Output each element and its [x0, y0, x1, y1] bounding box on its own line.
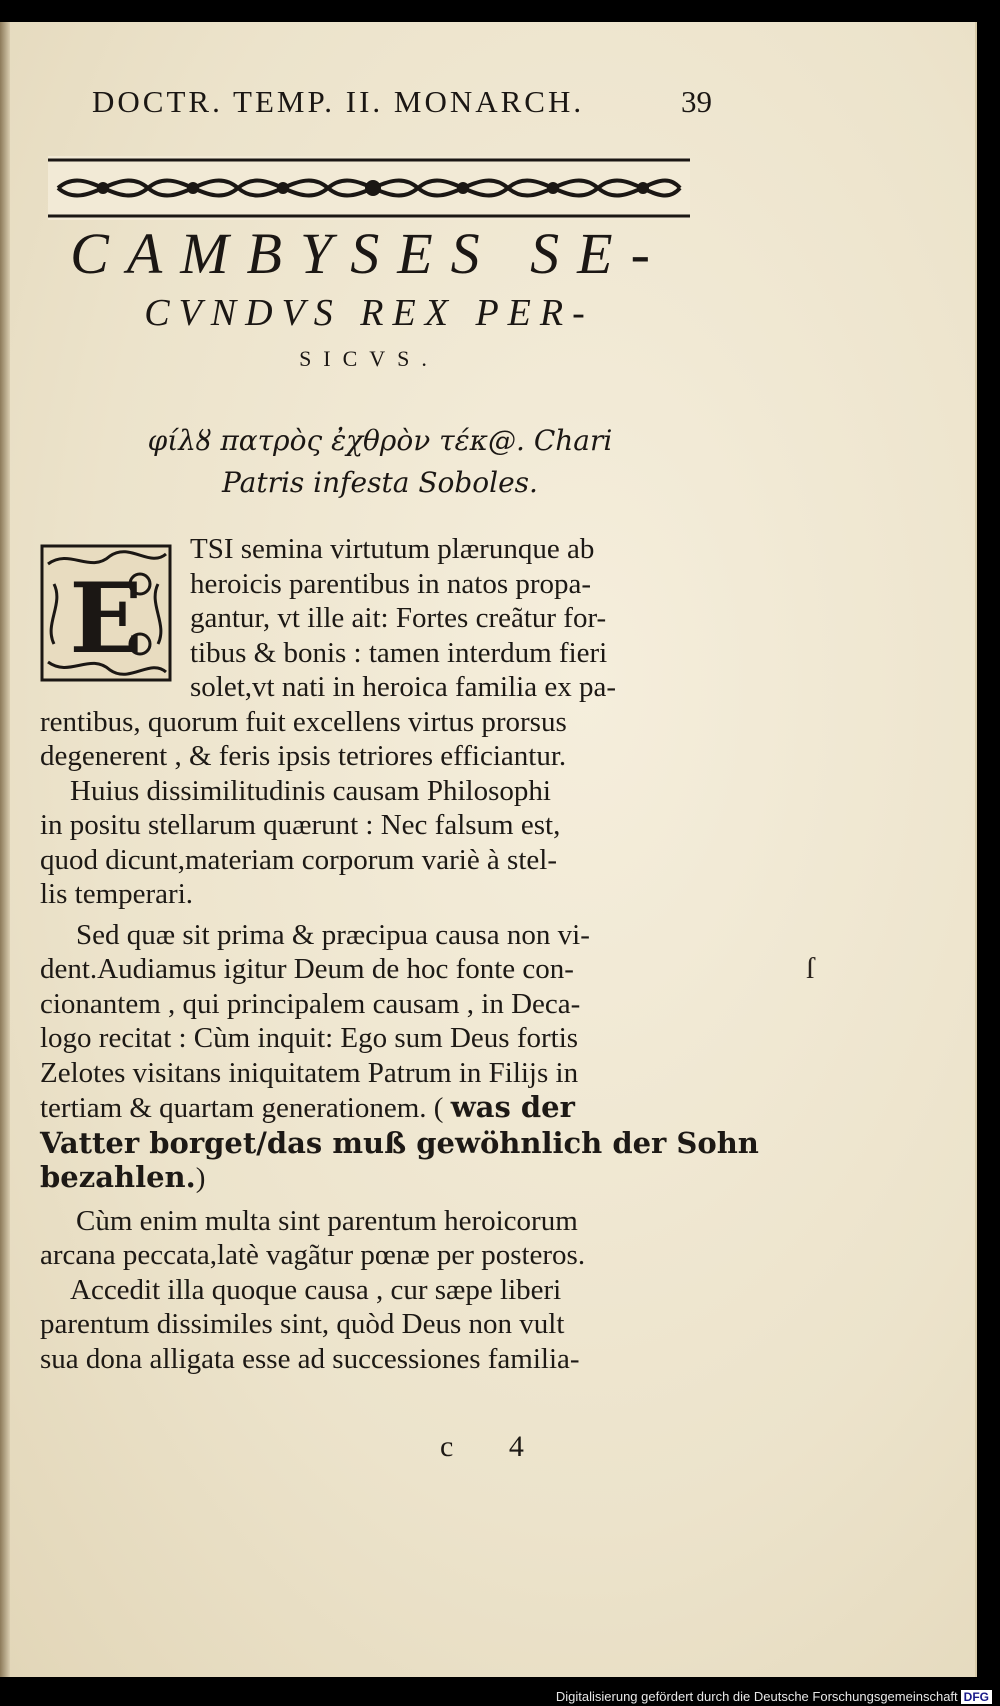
motto-line-1: φίλȣ πατρὸς ἐχθρὸν τέκ@. Chari: [147, 424, 613, 457]
book-page: [0, 22, 977, 1677]
blackletter-text: bezahlen.: [40, 1160, 196, 1194]
title-line-2: CVNDVS REX PER-: [144, 292, 594, 334]
ornament-band: [48, 156, 690, 220]
body-line: quod dicunt,materiam corporum variè à stel-: [40, 843, 557, 876]
closing-paren: ): [195, 1162, 206, 1194]
body-line: parentum dissimiles sint, quòd Deus non vult: [40, 1308, 565, 1340]
body-line: heroicis parentibus in natos propa-: [190, 567, 592, 600]
blackletter-line: Vatter borget/das muß gewöhnlich der Sohn: [40, 1125, 759, 1160]
body-line: degenerent , & feris ipsis tetriores efficiantur.: [40, 740, 567, 772]
page-number: 39: [681, 84, 712, 119]
body-line: arcana peccata,latè vagãtur pœnæ per posteros.: [40, 1239, 586, 1271]
blackletter-text: was der: [450, 1090, 575, 1124]
body-line: in positu stellarum quærunt : Nec falsum est,: [40, 809, 561, 841]
body-line: cionantem , qui principalem causam , in Deca-: [40, 987, 581, 1020]
credit-text: Digitalisierung gefördert durch die Deutsche Forschungsgemeinschaft: [555, 1689, 958, 1704]
title-line-1: CAMBYSES SE-: [70, 221, 668, 286]
body-line-text: tertiam & quartam generationem. (: [40, 1092, 444, 1124]
running-head-text: DOCTR. TEMP. II. MONARCH.: [92, 84, 585, 119]
body-line: tibus & bonis : tamen interdum fieri: [190, 636, 608, 669]
initial-letter: E: [69, 562, 143, 675]
page-binding-edge: [0, 22, 10, 1677]
margin-mark: ſ: [806, 952, 815, 985]
body-line: sua dona alligata esse ad successiones familia-: [40, 1342, 580, 1375]
body-line: Cùm enim multa sint parentum heroicorum: [76, 1204, 578, 1237]
chapter-title: [48, 220, 690, 380]
body-line: Zelotes visitans iniquitatem Patrum in Filijs in: [40, 1056, 579, 1089]
dfg-logo: DFG: [961, 1690, 992, 1704]
body-line: Huius dissimilitudinis causam Philosophi: [70, 774, 551, 807]
body-line: [40, 1160, 690, 1196]
digitization-credit: [556, 1689, 992, 1704]
title-line-3: SICVS.: [299, 346, 439, 371]
body-line: TSI semina virtutum plærunque ab: [190, 533, 595, 565]
body-line: solet,vt nati in heroica familia ex pa-: [190, 671, 616, 703]
body-line: dent.Audiamus igitur Deum de hoc fonte con-: [40, 953, 574, 985]
body-line: gantur, vt ille ait: Fortes creãtur for-: [190, 602, 607, 634]
catchword: c 4: [440, 1430, 548, 1463]
body-line: lis temperari.: [40, 878, 194, 910]
body-line: logo recitat : Cùm inquit: Ego sum Deus fortis: [40, 1022, 579, 1054]
running-head: [92, 84, 712, 120]
body-line: [40, 1090, 690, 1126]
motto-line-2: Patris infesta Soboles.: [222, 466, 538, 499]
body-line: Accedit illa quoque causa , cur sæpe liberi: [70, 1273, 562, 1306]
body-line: Sed quæ sit prima & præcipua causa non vi-: [76, 918, 590, 951]
motto: [100, 420, 660, 504]
body-line: rentibus, quorum fuit excellens virtus prorsus: [40, 705, 567, 738]
body-text: [40, 532, 759, 1376]
